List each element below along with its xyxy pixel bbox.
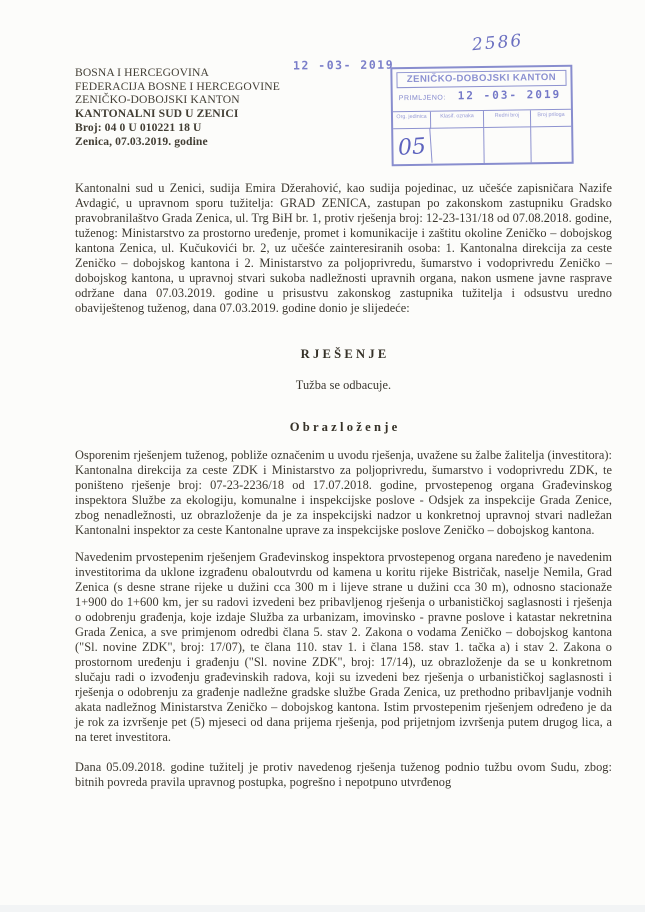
header-place-date: Zenica, 07.03.2019. godine [75, 134, 208, 148]
reasoning-paragraph-3: Dana 05.09.2018. godine tužitelj je protiv navedenog rješenja tuženog podnio tužbu ovom Sudu, zbog: bitnih povreda pravila upravnog postupka, pogrešno i nepotpuno utvrđenog [75, 760, 612, 789]
stamp-col-attachments: Broj priloga [531, 110, 571, 128]
stamp-empty-cell [531, 127, 571, 163]
receipt-stamp-table [393, 109, 572, 164]
intro-paragraph: Kantonalni sud u Zenici, sudija Emira Džerahović, kao sudija pojedinac, uz učešće zapisničara Nazife Avdagić, u upravnom sporu tužitelja: GRAD ZENICA, zastupan po zakonskom zastupniku Gradsko pravobranilaštvo Grada Zenica, ul. Trg BiH br. 1, protiv rješenja broj: 12-23-131/18 od 07.08.2018. godine, tuženog: Ministarstvo za prostorno uređenje, promet i komunikacije i zaštitu okoline Zeničko – dobojskog kantona Zenica, ul. Kučukovići br. 2, uz učešće zainteresiranih osoba: 1. Kantonalna direkcija za ceste Zeničko – dobojskog kantona i 2. Ministarstvo za poljoprivredu, šumarstvo i vodoprivredu Zeničko – dobojskog kantona, u upravnoj stvari sukoba nadležnosti upravnih organa, nakon usmene javne rasprave održane dana 07.03.2019. godine u prisustvu zakonskog zastupnika tužitelja i odsustvu uredno obaviještenog tuženog, dana 07.03.2019. godine donio je slijedeće: [75, 181, 612, 315]
received-label: PRIMLJENO: [398, 94, 446, 103]
header-federation: FEDERACIJA BOSNE I HERCEGOVINE [75, 79, 280, 93]
operative-clause: Tužba se odbacuje. [295, 378, 392, 392]
stamp-col-serial-number: Redni broj [484, 110, 531, 128]
handwritten-number: 2586 [471, 30, 525, 56]
stamp-col-org-unit: Org. jedinica [393, 112, 431, 130]
received-date-stamp: 12 -03- 2019 [457, 87, 562, 103]
court-header [75, 66, 280, 148]
header-canton: ZENIČKO-DOBOJSKI KANTON [75, 93, 240, 107]
reasoning-paragraph-1: Osporenim rješenjem tuženog, pobliže označenim u uvodu rješenja, uvažene su žalbe žalitelja (investitora): Kantonalna direkcija za ceste ZDK i Ministarstvo za poljoprivredu, šumarstvo i vodoprivredu ZDK, te poništeno rješenje broj: 07-23-2236/18 od 17.07.2018. godine, prvostepenog organa Građevinskog inspektora Službe za ekologiju, komunalne i inspekcijske poslove - Odsjek za inspekcije Grada Zenice, zbog nenadležnosti, uz obrazloženje da je za inspekcijski nadzor u konkretnoj upravnoj stvari nadležan Kantonalni inspektor za ceste Kantonalne uprave za inspekcijske poslove Zeničko – dobojskog kantona. [75, 448, 612, 537]
decision-heading: R J E Š E N J E [300, 347, 387, 361]
receipt-stamp [390, 65, 573, 167]
reasoning-paragraph-2: Navedenim prvostepenim rješenjem Građevinskog inspektora prvostepenog organa naređeno je navedenim investitorima da uklone izgrađenu obaloutvrdu od kamena u koritu rijeke Bistričak, naselje Nemila, Grad Zenica (s desne strane rijeke u dužini cca 300 m i lijeve strane u dužini cca 30 m), odnosno stacionaže 1+900 do 1+600 km, jer su radovi izvedeni bez pribavljenog rješenja o urbanističkoj saglasnosti i rješenja o odobrenju građenja, koje izdaje Služba za urbanizam, imovinsko - pravne poslove i katastar nekretnina Grada Zenica, a sve primjenom odredbi člana 5. stav 2. Zakona o vodama Zeničko – dobojskog kantona ("Sl. novine ZDK", broj: 17/07), te člana 110. stav 1. i člana 158. stav 1. tačka a) i stav 2. Zakona o prostornom uređenju i građenju ("Sl. novine ZDK", broj: 17/14), uz obrazloženje da se u konkretnom slučaju radi o izvođenju građevinskih radova, koji su izvedeni bez rješenja o urbanističkoj saglasnosti i rješenja o odobrenju za građenje nadležne gradske službe Grada Zenica, uz prethodno pribavljanje vodnih akata nadležnog Ministarstva Zeničko – dobojskog kantona. Istim prvostepenim rješenjem određeno je da je rok za izvršenje pet (5) mjeseci od dana prijema rješenja, pod prijetnjom izvršenja putem drugog lica, a na teret investitora. [75, 550, 612, 744]
reasoning-heading: O b r a z l o ž e n j e [289, 420, 398, 434]
stamp-empty-cell [484, 127, 531, 163]
header-country: BOSNA I HERCEGOVINA [75, 66, 209, 79]
document-body [75, 175, 612, 790]
stamp-org-unit-value: 05 [392, 128, 432, 165]
receipt-stamp-title: ZENIČKO-DOBOJSKI KANTON [396, 70, 566, 88]
stamp-empty-cell [431, 128, 484, 164]
stamp-col-classification: Klasif. oznaka [431, 111, 484, 129]
scan-edge [0, 905, 645, 912]
date-stamp: 12 -03- 2019 [292, 57, 395, 73]
header-court-name: KANTONALNI SUD U ZENICI [75, 107, 239, 121]
header-case-number: Broj: 04 0 U 010221 18 U [75, 120, 202, 134]
receipt-stamp-received-row [393, 86, 571, 106]
